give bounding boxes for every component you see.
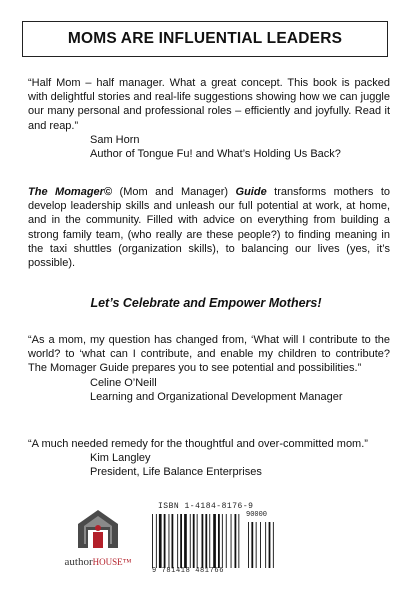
quote-author-role: President, Life Balance Enterprises	[90, 466, 262, 479]
title-text: MOMS ARE INFLUENTIAL LEADERS	[67, 30, 343, 47]
publisher-name: authorHOUSE™	[64, 556, 132, 568]
book-description	[28, 185, 390, 270]
slogan: Let’s Celebrate and Empower Mothers!	[90, 296, 322, 310]
brand-paren: (Mom and Manager)	[112, 186, 236, 198]
isbn-barcode	[148, 502, 288, 578]
quote-text: “Half Mom – half manager. What a great concept. This book is packed with delightful stories and real-life suggestions showing how we can juggle our many personal and professional roles – efficiently and joyfully. Read it and reap.”	[28, 77, 390, 132]
quote-text: “A much needed remedy for the thoughtful and over-committed mom.”	[28, 438, 368, 450]
description-body: transforms mothers to develop leadership skills and unleash our full potential at work, at home, and in the community. Filled with advice on everything from building a strong family team, (who really are these people?) to finding meaning in the taxi shuttles (organization skills), to balancing our lives (yes, it’s possible).	[28, 186, 390, 270]
guide-word: Guide	[235, 186, 267, 198]
quote-author-role: Learning and Organizational Development Manager	[90, 390, 343, 403]
ean-number: 9 781418 481766	[152, 567, 225, 575]
quote-author-name: Kim Langley	[90, 452, 151, 465]
quote-sam-horn	[28, 76, 390, 161]
price-code: 90000	[246, 511, 268, 519]
brand-name: The Momager©	[28, 186, 113, 198]
publisher-logo	[58, 508, 138, 568]
quote-author-name: Sam Horn	[90, 133, 140, 146]
quote-celine-oneill	[28, 333, 390, 404]
isbn-number: ISBN 1-4184-8176-9	[158, 502, 254, 511]
quote-author-role: Author of Tongue Fu! and What’s Holding Us Back?	[90, 148, 341, 161]
quote-kim-langley	[28, 437, 390, 480]
quote-author-name: Celine O’Neill	[90, 376, 157, 389]
page-title	[22, 21, 388, 57]
quote-text: “As a mom, my question has changed from, ‘What will I contribute to the world? to ‘what can I contribute, and enable my children to contribute? The Momager Guide prepares you to see potential and possibilities.”	[28, 334, 390, 375]
house-icon	[76, 508, 120, 550]
